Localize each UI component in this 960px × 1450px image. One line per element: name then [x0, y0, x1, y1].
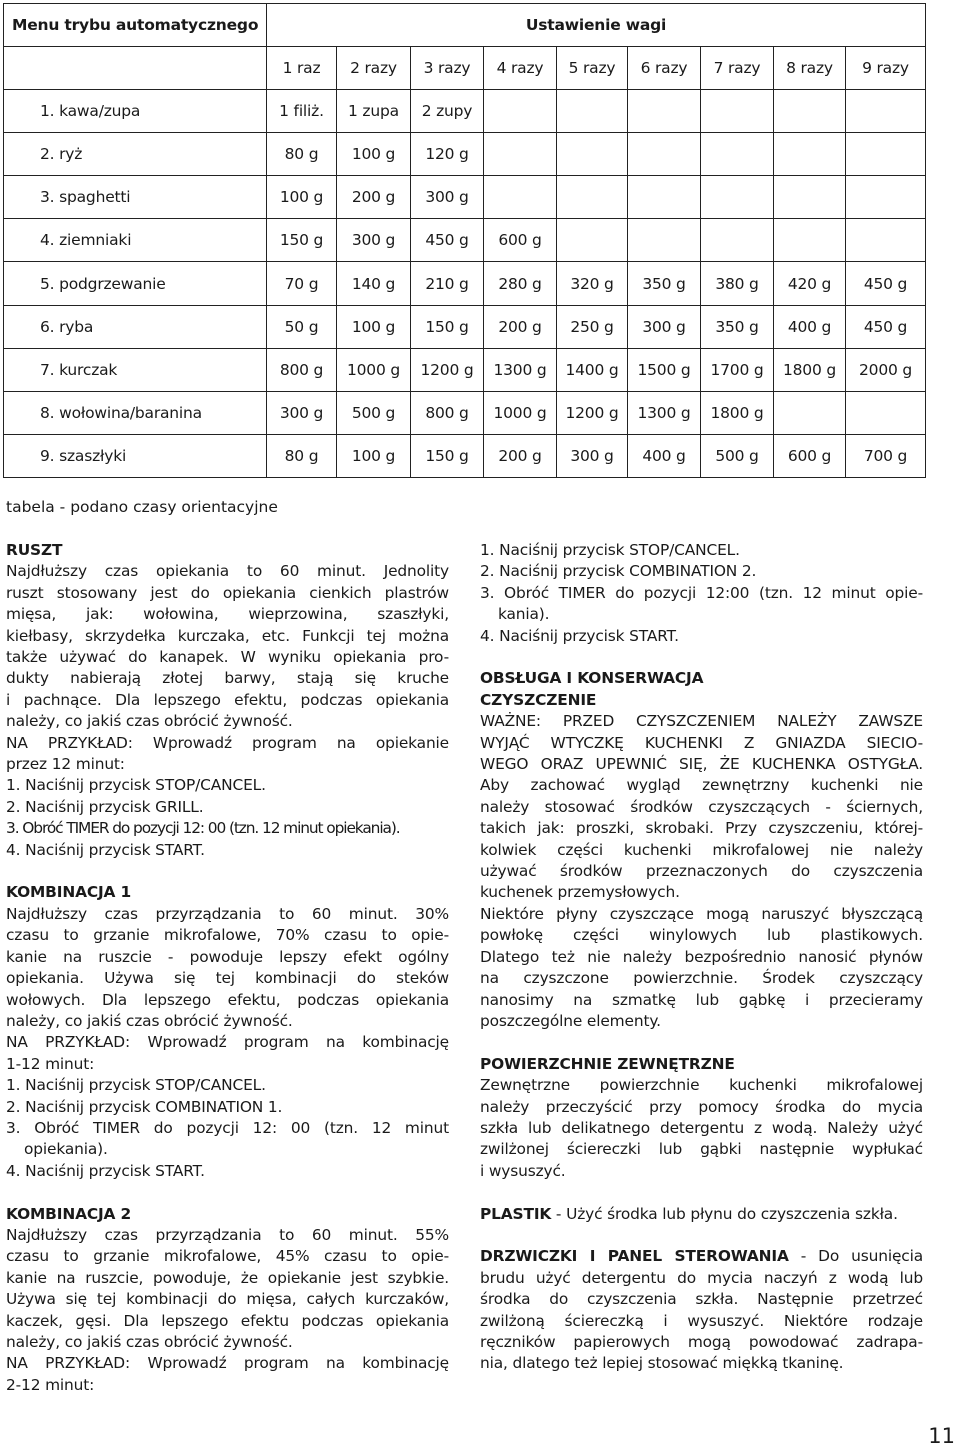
- table-cell: 400 g: [628, 434, 701, 477]
- table-cell: [846, 391, 926, 434]
- text-line: nia, dlatego też lepiej stosować miękką tkaninę.: [480, 1354, 844, 1373]
- step-line: 1. Naciśnij przycisk STOP/CANCEL.: [6, 776, 266, 795]
- text-line: poszczególne elementy.: [480, 1011, 661, 1030]
- section-title-kombinacja-2: KOMBINACJA 2: [6, 1204, 132, 1223]
- table-cell: 140 g: [337, 262, 411, 305]
- table-cell: [846, 176, 926, 219]
- step-line: 2. Naciśnij przycisk COMBINATION 2.: [480, 562, 757, 581]
- right-column: [480, 540, 923, 1375]
- text-line: na czyszczone powierzchnie. Środek czyszczący: [480, 969, 923, 988]
- table-cell: 380 g: [701, 262, 774, 305]
- text-line: szkła lub delikatnego detergentu z wodą. Należy użyć: [480, 1118, 923, 1137]
- step-line: 3. Obróć TIMER do pozycji 12: 00 (tzn. 12 minut: [6, 1118, 449, 1137]
- table-title-row: [4, 4, 926, 47]
- table-cell: 150 g: [267, 219, 337, 262]
- table-cell: 800 g: [267, 348, 337, 391]
- table-cell: 250 g: [557, 305, 628, 348]
- text-line: środka do czyszczenia szkła. Następnie przetrzeć: [480, 1290, 923, 1309]
- text-line: 2-12 minut:: [6, 1375, 95, 1394]
- text-line: Najdłuższy czas opiekania to 60 minut. Jednolity: [6, 562, 449, 581]
- step-line: 1. Naciśnij przycisk STOP/CANCEL.: [6, 1076, 266, 1095]
- text-line: ręczników papierowych mogą powodować zadrapa-: [480, 1332, 923, 1351]
- column-header: 7 razy: [701, 47, 774, 90]
- table-cell: 500 g: [337, 391, 411, 434]
- table-cell: 1200 g: [411, 348, 484, 391]
- text-line: kanie na ruszcie - powoduje lepszy efekt ogólny: [6, 947, 449, 966]
- text-line: mięsa, jak: wołowina, wieprzowina, szaszłyki,: [6, 605, 449, 624]
- table-cell: [628, 133, 701, 176]
- table-cell: 450 g: [411, 219, 484, 262]
- table-title-right: Ustawienie wagi: [267, 4, 926, 47]
- drzwiczki-intro: - Do usunięcia: [788, 1247, 923, 1266]
- table-cell: 1 filiż.: [267, 90, 337, 133]
- text-line: WAŻNE: PRZED CZYSZCZENIEM NALEŻY ZAWSZE: [480, 712, 923, 731]
- table-cell: 200 g: [337, 176, 411, 219]
- table-cell: 80 g: [267, 434, 337, 477]
- table-cell: 1000 g: [337, 348, 411, 391]
- table-cell: [701, 219, 774, 262]
- text-line: Najdłuższy czas przyrządzania to 60 minut. 55%: [6, 1225, 449, 1244]
- step-line: 1. Naciśnij przycisk STOP/CANCEL.: [480, 541, 740, 559]
- column-header: 8 razy: [774, 47, 846, 90]
- table-row: [4, 262, 926, 305]
- text-line: należy, co jakiś czas obrócić żywność.: [6, 712, 293, 731]
- table-cell: [628, 90, 701, 133]
- step-line: 4. Naciśnij przycisk START.: [480, 626, 679, 645]
- table-cell: 2 zupy: [411, 90, 484, 133]
- left-column: [6, 540, 449, 1396]
- plastik-title: PLASTIK: [480, 1204, 552, 1223]
- row-label: 8. wołowina/baranina: [4, 391, 267, 434]
- table-cell: 70 g: [267, 262, 337, 305]
- column-header: 5 razy: [557, 47, 628, 90]
- table-cell: [484, 90, 557, 133]
- section-title-ruszt: RUSZT: [6, 541, 63, 559]
- row-label: 5. podgrzewanie: [4, 262, 267, 305]
- text-line: czasu to grzanie mikrofalowe, 70% czasu to opie-: [6, 926, 449, 945]
- text-line: NA PRZYKŁAD: Wprowadź program na kombinację: [6, 1033, 449, 1052]
- column-header: 1 raz: [267, 47, 337, 90]
- table-cell: 400 g: [774, 305, 846, 348]
- text-line: kanie na ruszcie, powoduje, że opiekanie jest szybkie.: [6, 1268, 449, 1287]
- step-line: 4. Naciśnij przycisk START.: [6, 840, 205, 859]
- text-line: NA PRZYKŁAD: Wprowadź program na kombinację: [6, 1354, 449, 1373]
- text-line: wołowych. Dla lepszego efektu, podczas opiekania: [6, 990, 449, 1009]
- table-cell: 100 g: [337, 305, 411, 348]
- table-cell: 150 g: [411, 305, 484, 348]
- text-line: 1-12 minut:: [6, 1054, 95, 1073]
- text-line: dukty nabierają złotej barwy, stają się kruche: [6, 669, 449, 688]
- table-cell: 300 g: [557, 434, 628, 477]
- text-line: Dlatego też nie należy bezpośrednio nanosić płynów: [480, 947, 923, 966]
- table-cell: 800 g: [411, 391, 484, 434]
- table-cell: 320 g: [557, 262, 628, 305]
- table-cell: 600 g: [774, 434, 846, 477]
- text-line: WYJĄĆ WTYCZKĘ KUCHENKI Z GNIAZDA SIECIO-: [480, 733, 923, 752]
- text-line: także używać do kanapek. W wyniku opiekania pro-: [6, 648, 449, 667]
- table-cell: 420 g: [774, 262, 846, 305]
- table-row: [4, 133, 926, 176]
- table-caption: tabela - podano czasy orientacyjne: [6, 498, 278, 516]
- table-header-row: [4, 47, 926, 90]
- table-title-left: Menu trybu automatycznego: [4, 4, 267, 47]
- table-cell: 100 g: [337, 434, 411, 477]
- table-cell: 2000 g: [846, 348, 926, 391]
- table-cell: 280 g: [484, 262, 557, 305]
- table-cell: [774, 133, 846, 176]
- table-cell: 210 g: [411, 262, 484, 305]
- kombinacja-1-text: [6, 904, 449, 1182]
- table-cell: 350 g: [628, 262, 701, 305]
- row-label: 1. kawa/zupa: [4, 90, 267, 133]
- table-cell: 150 g: [411, 434, 484, 477]
- page-number: 11: [928, 1424, 955, 1448]
- table-header-corner: [4, 47, 267, 90]
- table-cell: 1 zupa: [337, 90, 411, 133]
- section-title-powierzchnie: POWIERZCHNIE ZEWNĘTRZNE: [480, 1054, 735, 1073]
- section-title-kombinacja-1: KOMBINACJA 1: [6, 883, 132, 902]
- table-row: [4, 305, 926, 348]
- step-line: 2. Naciśnij przycisk COMBINATION 1.: [6, 1097, 283, 1116]
- text-line: należy przeczyścić przy pomocy środka do mycia: [480, 1097, 923, 1116]
- table-cell: 1300 g: [628, 391, 701, 434]
- text-line: kaczek, gęsi. Dla lepszego efektu podczas opiekania: [6, 1311, 449, 1330]
- column-header: 9 razy: [846, 47, 926, 90]
- weights-table: [3, 3, 926, 478]
- drzwiczki-text: [480, 1246, 923, 1374]
- text-line: i wysuszyć.: [480, 1161, 566, 1180]
- table-cell: 200 g: [484, 434, 557, 477]
- table-cell: [557, 176, 628, 219]
- text-line: należy stosować środków czyszczących - ściernych,: [480, 797, 923, 816]
- table-cell: [846, 219, 926, 262]
- table-cell: 100 g: [337, 133, 411, 176]
- table-cell: 600 g: [484, 219, 557, 262]
- table-cell: 1800 g: [774, 348, 846, 391]
- row-label: 6. ryba: [4, 305, 267, 348]
- table-cell: 700 g: [846, 434, 926, 477]
- table-cell: [484, 133, 557, 176]
- text-line: [480, 1246, 923, 1267]
- table-cell: 1300 g: [484, 348, 557, 391]
- table-cell: 1000 g: [484, 391, 557, 434]
- table-cell: 80 g: [267, 133, 337, 176]
- kombinacja-2-text: [6, 1225, 449, 1396]
- table-cell: [774, 391, 846, 434]
- table-cell: 100 g: [267, 176, 337, 219]
- table-cell: 500 g: [701, 434, 774, 477]
- table-cell: 1700 g: [701, 348, 774, 391]
- text-line: Niektóre płyny czyszczące mogą naruszyć błyszczącą: [480, 904, 923, 923]
- text-line: kiełbasy, skrzydełka kurczaka, etc. Funkcji tej można: [6, 626, 449, 645]
- plastik-text: - Użyć środka lub płynu do czyszczenia szkła.: [551, 1204, 898, 1223]
- row-label: 7. kurczak: [4, 348, 267, 391]
- text-line: kolwiek części kuchenki mikrofalowej nie należy: [480, 840, 923, 859]
- text-line: NA PRZYKŁAD: Wprowadź program na opiekanie: [6, 733, 449, 752]
- text-line: zwilżoną ściereczką i wysuszyć. Niektóre rodzaje: [480, 1311, 923, 1330]
- text-line: Aby zachować wygląd zewnętrzny kuchenki nie: [480, 776, 923, 795]
- plastik-paragraph: [480, 1204, 923, 1225]
- text-line: Najdłuższy czas przyrządzania to 60 minut. 30%: [6, 904, 449, 923]
- table-cell: [701, 176, 774, 219]
- table-cell: 120 g: [411, 133, 484, 176]
- table-cell: [484, 176, 557, 219]
- table-cell: 450 g: [846, 305, 926, 348]
- table-cell: [557, 219, 628, 262]
- table-cell: 300 g: [267, 391, 337, 434]
- text-line: przez 12 minut:: [6, 755, 125, 774]
- table-cell: [774, 176, 846, 219]
- table-cell: 200 g: [484, 305, 557, 348]
- column-header: 2 razy: [337, 47, 411, 90]
- table-row: [4, 391, 926, 434]
- text-line: opiekania. Używa się tej kombinacji do steków: [6, 969, 449, 988]
- column-header: 3 razy: [411, 47, 484, 90]
- table-cell: 450 g: [846, 262, 926, 305]
- text-line: ruszt stosowany jest do opiekania cienkich plastrów: [6, 583, 449, 602]
- table-cell: [701, 133, 774, 176]
- step-line: kania).: [498, 605, 550, 624]
- table-cell: [628, 219, 701, 262]
- table-cell: 1400 g: [557, 348, 628, 391]
- row-label: 2. ryż: [4, 133, 267, 176]
- column-header: 6 razy: [628, 47, 701, 90]
- kombinacja-2-steps: [480, 540, 923, 647]
- text-line: należy, co jakiś czas obrócić żywność.: [6, 1011, 293, 1030]
- table-cell: [628, 176, 701, 219]
- section-title-czyszczenie: CZYSZCZENIE: [480, 690, 597, 709]
- text-line: nanosimy na szmatkę lub gąbkę i przecieramy: [480, 990, 923, 1009]
- table-row: [4, 348, 926, 391]
- table-cell: 1200 g: [557, 391, 628, 434]
- text-line: powłokę części winylowych lub plastikowych.: [480, 926, 923, 945]
- step-line: 2. Naciśnij przycisk GRILL.: [6, 797, 204, 816]
- table-cell: [774, 90, 846, 133]
- row-label: 9. szaszłyki: [4, 434, 267, 477]
- step-line: 3. Obróć TIMER do pozycji 12:00 (tzn. 12 minut opie-: [480, 583, 923, 602]
- table-cell: 1500 g: [628, 348, 701, 391]
- table-cell: [557, 90, 628, 133]
- row-label: 4. ziemniaki: [4, 219, 267, 262]
- column-header: 4 razy: [484, 47, 557, 90]
- table-cell: [557, 133, 628, 176]
- text-line: Zewnętrzne powierzchnie kuchenki mikrofalowej: [480, 1076, 923, 1095]
- step-line: opiekania).: [24, 1140, 108, 1159]
- text-line: i pachnące. Dla lepszego efektu, podczas opiekania: [6, 690, 449, 709]
- text-line: Używa się tej kombinacji do mięsa, całych kurczaków,: [6, 1290, 449, 1309]
- text-line: brudu użyć detergentu do mycia naczyń z wodą lub: [480, 1268, 923, 1287]
- table-cell: 350 g: [701, 305, 774, 348]
- drzwiczki-title: DRZWICZKI I PANEL STEROWANIA: [480, 1247, 789, 1266]
- czyszczenie-text: [480, 711, 923, 1032]
- table-cell: 50 g: [267, 305, 337, 348]
- text-line: używać środków przeznaczonych do czyszczenia: [480, 862, 923, 881]
- table-row: [4, 219, 926, 262]
- row-label: 3. spaghetti: [4, 176, 267, 219]
- ruszt-text: [6, 561, 449, 861]
- table-cell: [701, 90, 774, 133]
- table-cell: [846, 90, 926, 133]
- table-cell: 300 g: [628, 305, 701, 348]
- table-row: [4, 90, 926, 133]
- text-line: zwilżonej ściereczki lub gąbki następnie wypłukać: [480, 1140, 923, 1159]
- table-cell: [774, 219, 846, 262]
- table-cell: 300 g: [411, 176, 484, 219]
- step-line: 3. Obróć TIMER do pozycji 12: 00 (tzn. 12 minut opiekania).: [6, 819, 400, 838]
- step-line: 4. Naciśnij przycisk START.: [6, 1161, 205, 1180]
- text-line: takich jak: proszki, skrobaki. Przy czyszczeniu, której-: [480, 819, 923, 838]
- table-row: [4, 176, 926, 219]
- text-line: należy, co jakiś czas obrócić żywność.: [6, 1333, 293, 1351]
- text-line: kuchenek przemysłowych.: [480, 883, 680, 902]
- table-cell: [846, 133, 926, 176]
- powierzchnie-text: [480, 1075, 923, 1182]
- section-title-obsluga: OBSŁUGA I KONSERWACJA: [480, 669, 704, 688]
- table-cell: 300 g: [337, 219, 411, 262]
- table-row: [4, 434, 926, 477]
- table-cell: 1800 g: [701, 391, 774, 434]
- text-line: WEGO ORAZ UPEWNIĆ SIĘ, ŻE KUCHENKA OSTYGŁA.: [480, 755, 923, 774]
- text-line: czasu to grzanie mikrofalowe, 45% czasu to opie-: [6, 1247, 449, 1266]
